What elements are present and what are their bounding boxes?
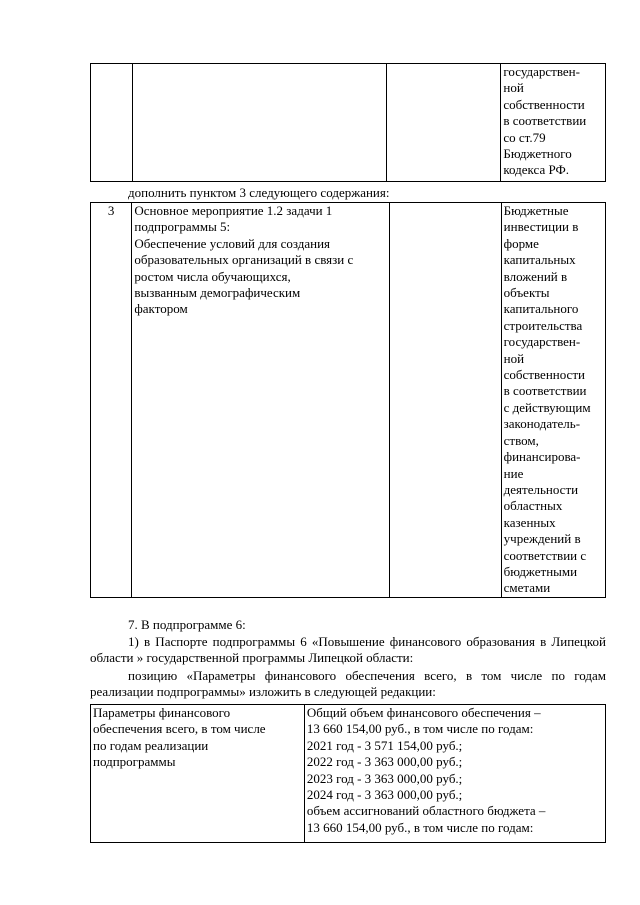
text-line: в соответствии (503, 113, 587, 129)
text-line: строительства (503, 317, 583, 333)
cell-empty (390, 203, 501, 598)
text-line: казенных (503, 514, 556, 530)
text-line: Обеспечение условий для создания (134, 235, 331, 251)
cell-empty (387, 64, 501, 182)
table-continuation (90, 63, 606, 182)
text-line: ной (503, 350, 525, 366)
text-line: капитального (503, 301, 579, 317)
text-line: 2024 год - 3 363 000,00 руб.; (306, 787, 463, 803)
item-7-heading: 7. В подпрограмме 6: (128, 617, 246, 632)
text-line: капитальных (503, 252, 576, 268)
text-line: фактором (134, 301, 188, 317)
text-line: ством, (503, 432, 539, 448)
text-line: областных (503, 498, 563, 514)
text-line: со ст.79 (503, 129, 546, 145)
table-row (91, 705, 606, 843)
text-line: Бюджетного (503, 146, 572, 162)
text-line: 13 660 154,00 руб., в том числе по годам: (306, 819, 534, 835)
text-line: 2022 год - 3 363 000,00 руб.; (306, 754, 463, 770)
text-line: вложений в (503, 268, 568, 284)
text-line: финансирова- (503, 449, 581, 465)
text-line: 2021 год - 3 571 154,00 руб.; (306, 737, 463, 753)
text-line: ной (503, 80, 524, 96)
text-line: кодекса РФ. (503, 162, 570, 178)
text-line: ние (503, 465, 524, 481)
text-line: 2023 год - 3 363 000,00 руб.; (306, 770, 463, 786)
text-line: Параметры финансового (93, 705, 231, 720)
cell-parameter-name (91, 705, 305, 843)
text-line: Бюджетные (503, 203, 569, 218)
text-line: обеспечения всего, в том числе (93, 721, 266, 737)
text-line: бюджетными (503, 563, 578, 579)
table-row (91, 64, 606, 182)
text-line: в соответствии (503, 383, 587, 399)
table-row (91, 203, 606, 598)
supplement-line: дополнить пунктом 3 следующего содержания: (128, 185, 390, 200)
text-line: сметами (503, 580, 551, 596)
text-line: объекты (503, 285, 550, 301)
cell-number: 3 (91, 203, 132, 598)
text-line: 13 660 154,00 руб., в том числе по годам: (306, 721, 534, 737)
cell-description (501, 64, 606, 182)
cell-parameter-value (304, 705, 605, 843)
text-line: законодатель- (503, 416, 581, 432)
text-line: деятельности (503, 481, 579, 497)
cell-event (132, 203, 390, 598)
cell-description (501, 203, 605, 598)
text-line: подпрограммы (93, 754, 176, 770)
text-line: форме (503, 235, 539, 251)
text-line: объем ассигнований областного бюджета – (306, 803, 546, 819)
text-line: государствен- (503, 64, 580, 79)
text-line: инвестиции в (503, 219, 579, 235)
text-line: с действующим (503, 399, 591, 415)
cell-event (133, 64, 387, 182)
text-line: Общий объем финансового обеспечения – (306, 705, 541, 720)
text-line: собственности (503, 96, 585, 112)
table-item-3 (90, 202, 606, 598)
text-line: образовательных организаций в связи с (134, 252, 354, 268)
cell-number (91, 64, 133, 182)
text-line: по годам реализации (93, 737, 209, 753)
text-line: собственности (503, 367, 585, 383)
text-line: соответствии с (503, 547, 587, 563)
item-7-1-paragraph: 1) в Паспорте подпрограммы 6 «Повышение финансового образования в Липецкой области » государственной программы Липецкой области: (90, 634, 606, 666)
text-line: учреждений в (503, 531, 581, 547)
text-line: государствен- (503, 334, 581, 350)
position-paragraph: позицию «Параметры финансового обеспечения всего, в том числе по годам реализации подпрограммы» изложить в следующей редакции: (90, 668, 606, 700)
text-line: вызванным демографическим (134, 285, 301, 301)
text-line: подпрограммы 5: (134, 219, 231, 235)
table-financing (90, 704, 606, 843)
text-line: ростом числа обучающихся, (134, 268, 291, 284)
text-line: Основное мероприятие 1.2 задачи 1 (134, 203, 333, 218)
